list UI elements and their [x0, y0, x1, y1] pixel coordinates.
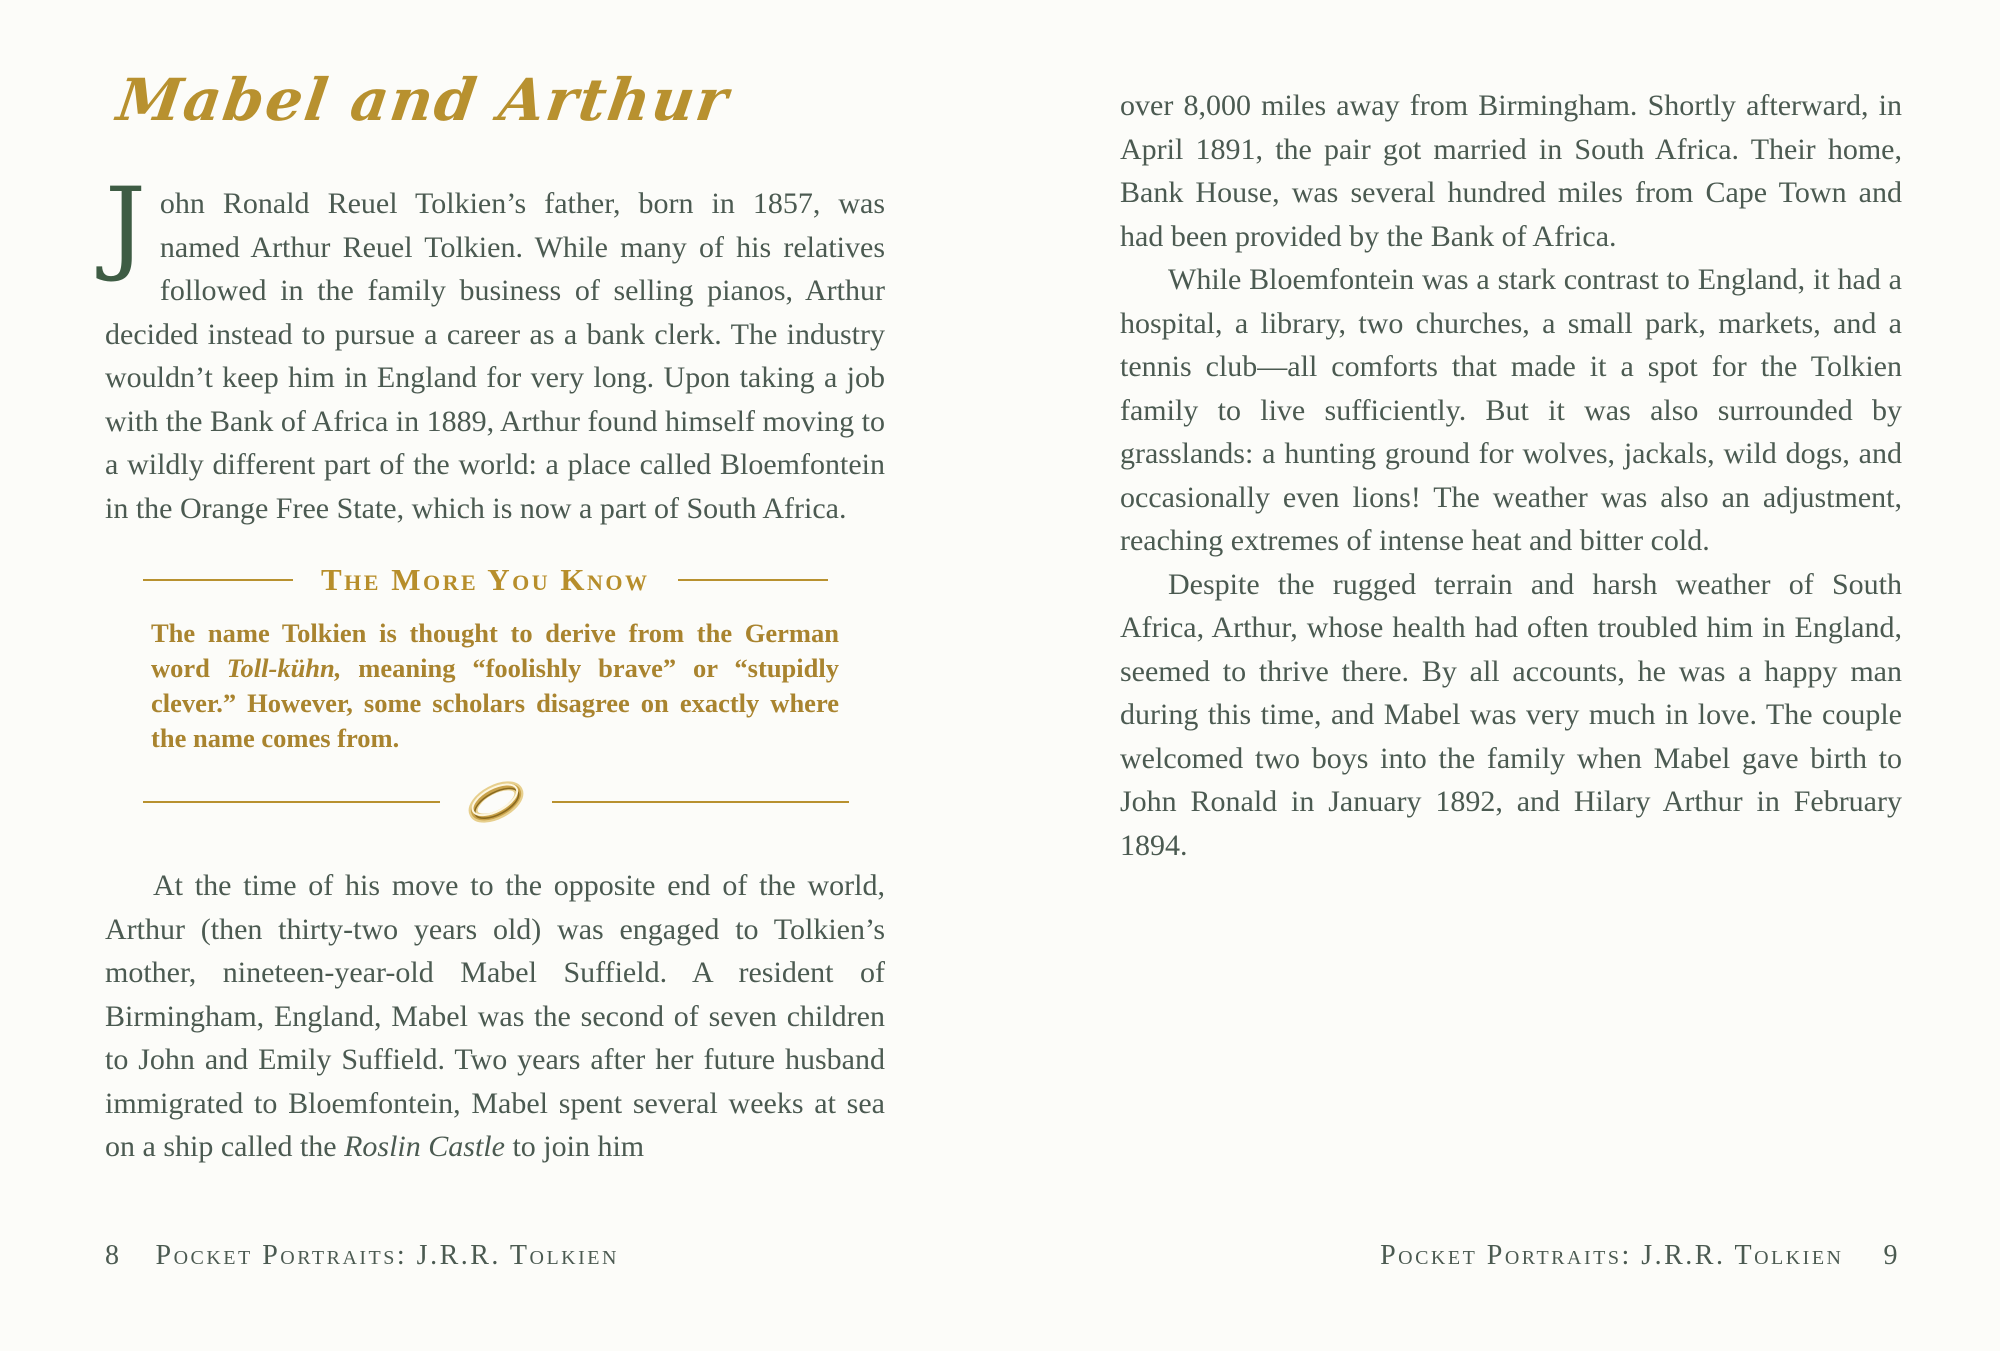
callout-body	[151, 616, 839, 756]
right-paragraph-3: Despite the rugged terrain and harsh weather of South Africa, Arthur, whose health had often troubled him in England, seemed to thrive there. By all accounts, he was a happy man during this time, and Mabel was very much in love. The couple welcomed two boys into the family when Mabel gave birth to John Ronald in January 1892, and Hilary Arthur in February 1894.	[1120, 567, 1902, 862]
left-paragraph-1	[105, 166, 885, 530]
right-paragraph-1: over 8,000 miles away from Birmingham. Shortly afterward, in April 1891, the pair got married in South Africa. Their home, Bank House, was several hundred miles from Cape Town and had been provided by the Bank of Africa.	[1120, 89, 1902, 253]
left-page	[105, 66, 885, 1169]
left-paragraph-2	[105, 864, 885, 1169]
right-page-footer	[1380, 1240, 1900, 1272]
callout-text-italic: Toll-kühn,	[226, 653, 342, 683]
right-paragraph-2: While Bloemfontein was a stark contrast to England, it had a hospital, a library, two churches, a small park, markets, and a tennis club—all comforts that made it a spot for the Tolkien family to live sufficiently. But it was also surrounded by grasslands: a hunting ground for wolves, jackals, wild dogs, and occasionally even lions! The weather was also an adjustment, reaching extremes of intense heat and bitter cold.	[1120, 263, 1902, 557]
left-page-footer	[105, 1240, 619, 1272]
divider-right-rule	[552, 801, 849, 803]
dropcap-letter: J	[105, 166, 146, 285]
left-running-title: Pocket Portraits: J.R.R. Tolkien	[155, 1240, 619, 1271]
left-page-number: 8	[105, 1240, 122, 1271]
divider-left-rule	[143, 801, 440, 803]
heading-left-rule	[143, 579, 293, 581]
left-paragraph-2-after: to join him	[504, 1130, 645, 1163]
callout-divider-row	[143, 776, 849, 828]
right-page	[1120, 84, 1902, 867]
right-running-title: Pocket Portraits: J.R.R. Tolkien	[1380, 1240, 1844, 1271]
left-paragraph-2-before: At the time of his move to the opposite end of the world, Arthur (then thirty-two years old) was engaged to Tolkien’s mother, nineteen-year-old Mabel Suffield. A resident of Birmingham, England, Mabel was the second of seven children to John and Emily Suffield. Two years after her future husband immigrated to Bloemfontein, Mabel spent several weeks at sea on a ship called the	[105, 869, 885, 1163]
ship-name-italic: Roslin Castle	[344, 1130, 505, 1163]
callout-heading-row	[143, 562, 849, 598]
callout-heading: The More You Know	[321, 562, 650, 597]
heading-right-rule	[678, 579, 828, 581]
more-you-know-callout	[143, 562, 849, 828]
chapter-title: Mabel and Arthur	[113, 66, 734, 134]
right-page-number: 9	[1883, 1240, 1900, 1271]
gold-ring-icon	[464, 776, 528, 828]
callout-text-before: The name Tolkien is thought to derive from the German word	[151, 618, 839, 683]
left-paragraph-1-text: ohn Ronald Reuel Tolkien’s father, born in 1857, was named Arthur Reuel Tolkien. While many of his relatives followed in the family business of selling pianos, Arthur decided instead to pursue a career as a bank clerk. The industry wouldn’t keep him in England for very long. Upon taking a job with the Bank of Africa in 1889, Arthur found himself moving to a wildly different part of the world: a place called Bloemfontein in the Orange Free State, which is now a part of South Africa.	[105, 187, 885, 525]
callout-text-after: meaning “foolishly brave” or “stupidly clever.” However, some scholars disagree on exactly where the name comes from.	[151, 653, 840, 753]
